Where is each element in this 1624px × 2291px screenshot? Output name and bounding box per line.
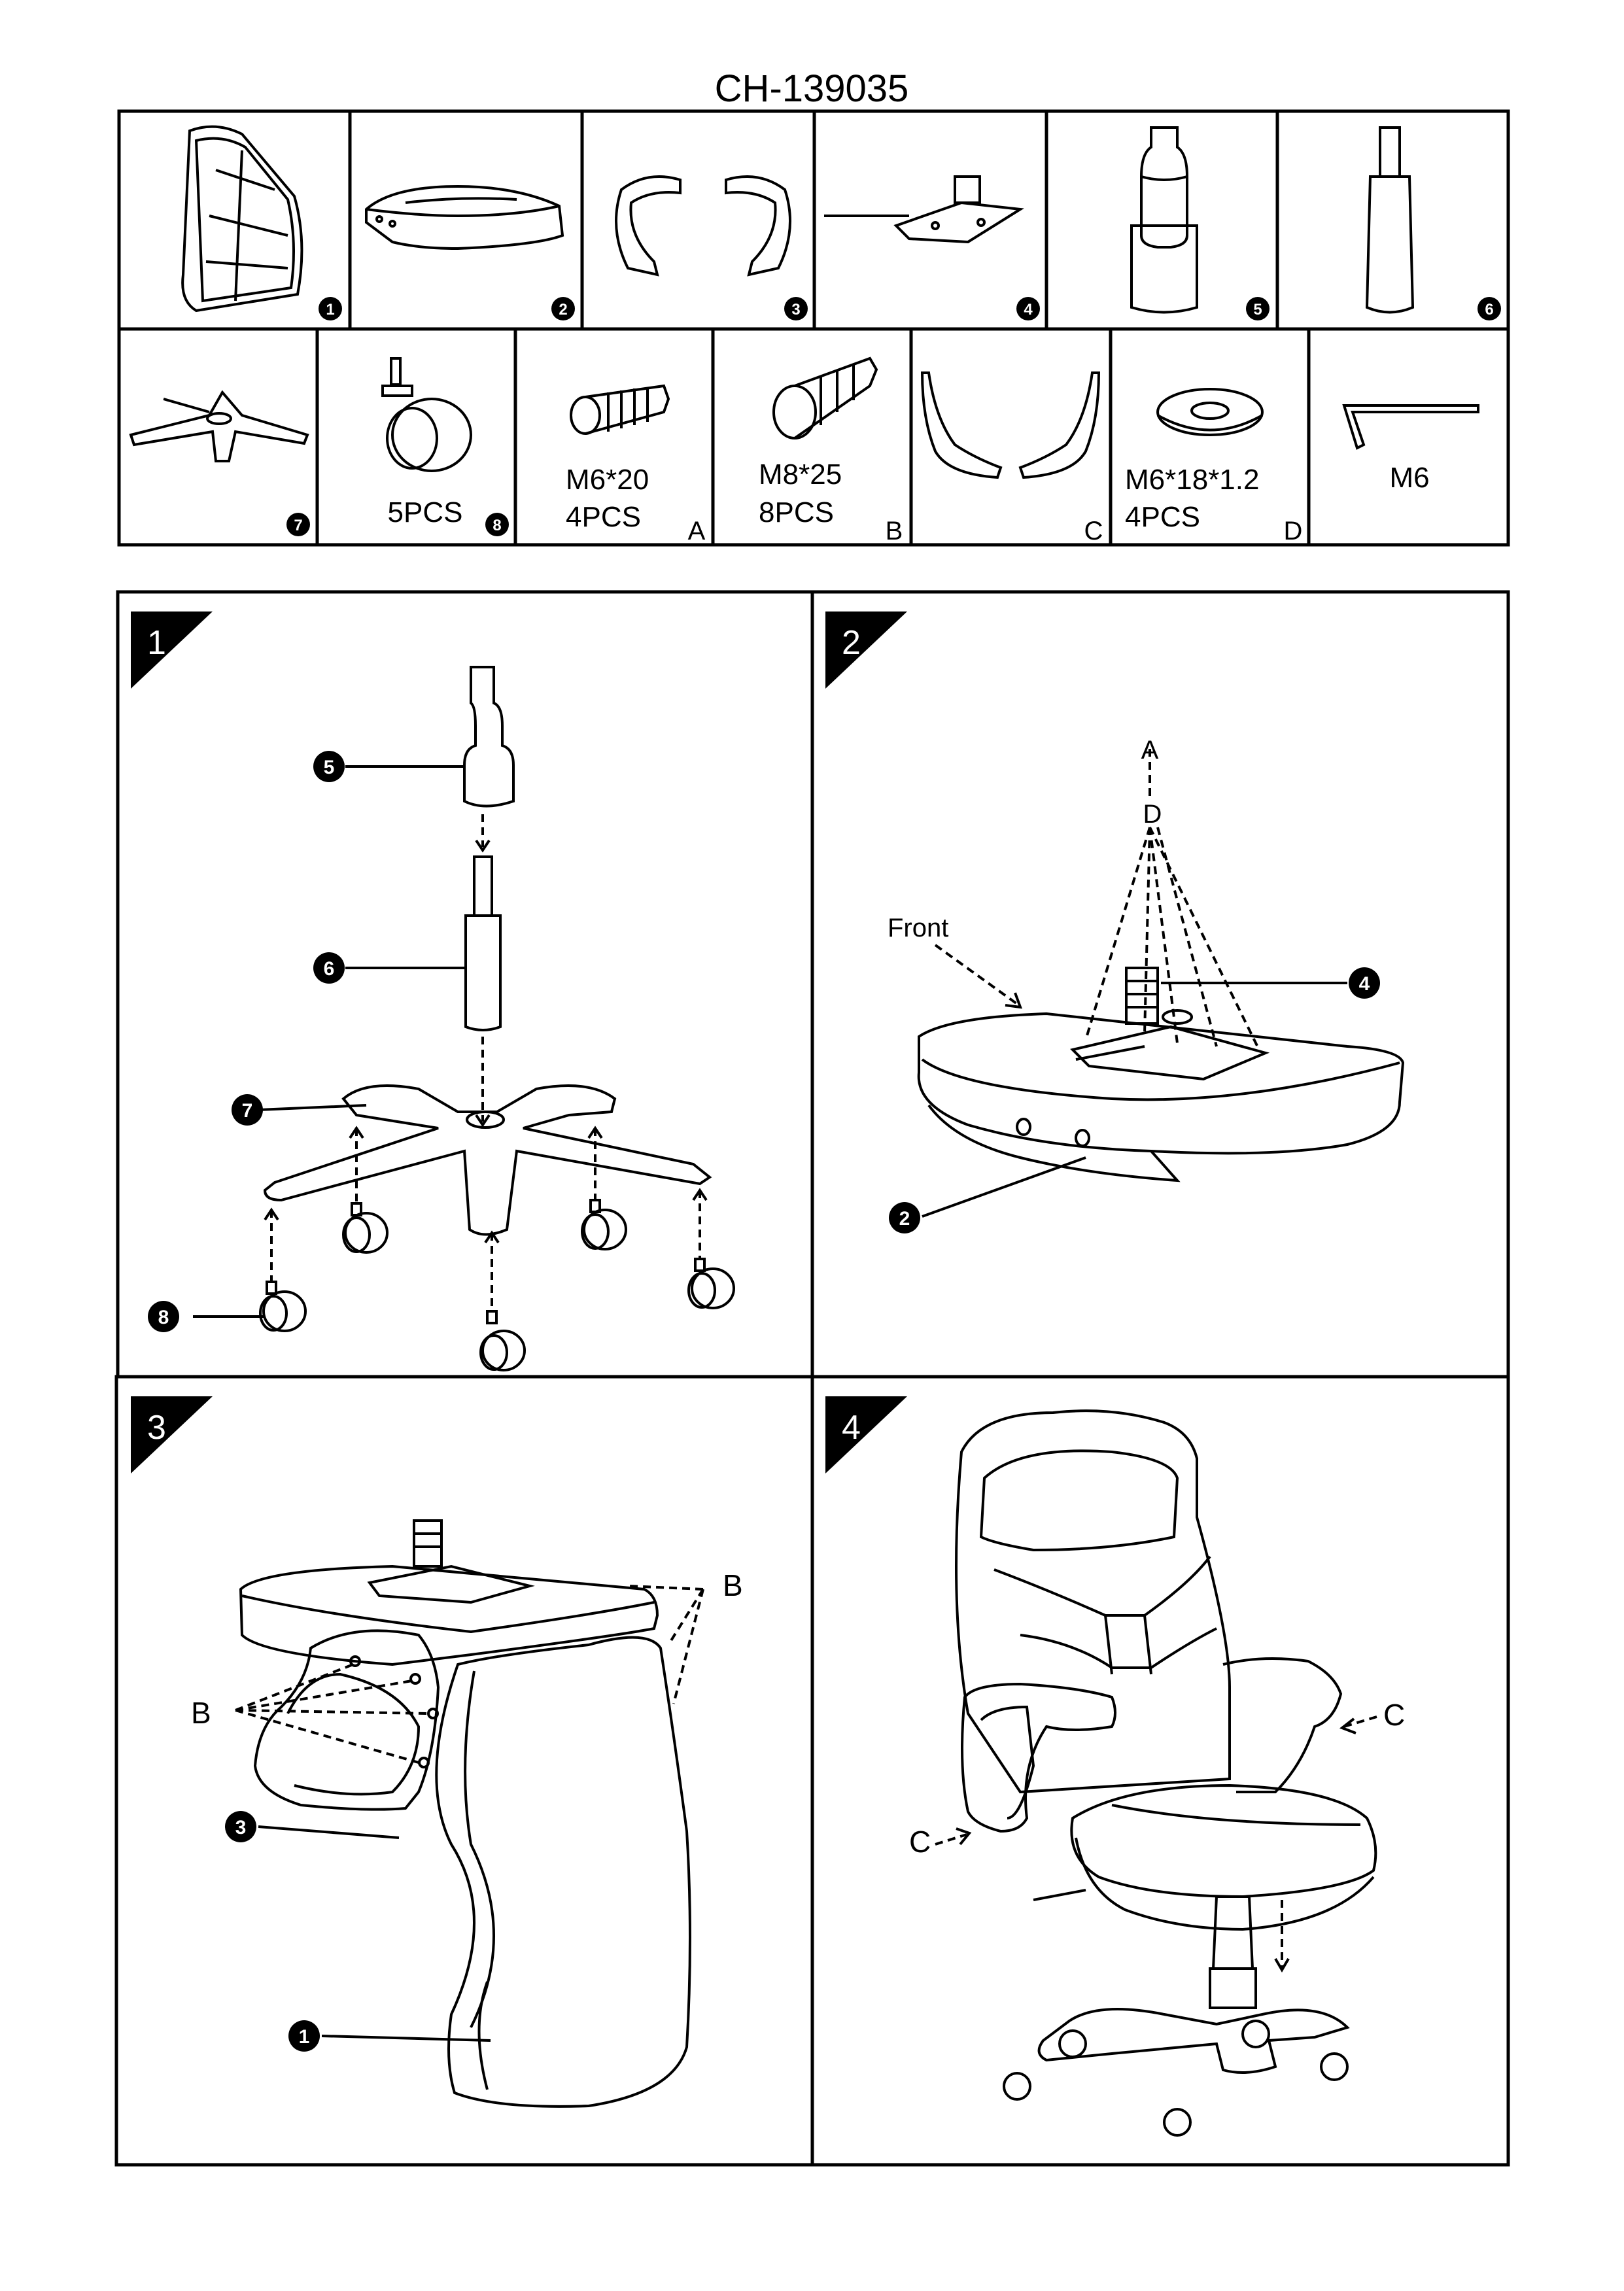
- part-drawing-caster: [383, 358, 471, 471]
- step-1-callout-7: 7: [241, 1100, 253, 1122]
- part-b-size: M8*25: [759, 458, 842, 491]
- part-drawing-washer: [1158, 389, 1262, 435]
- part-letter-c: C: [1084, 517, 1103, 545]
- part-badge-2: 2: [559, 301, 568, 319]
- part-b-qty: 8PCS: [759, 496, 834, 528]
- step-3-callout-1: 1: [298, 2026, 310, 2048]
- step-3-label-b-right: B: [723, 1568, 743, 1602]
- part-drawing-screw-a: [571, 386, 668, 434]
- part-d-qty: 4PCS: [1125, 501, 1200, 533]
- step-3-label-b-left: B: [191, 1696, 211, 1730]
- part-drawing-armrests: [616, 177, 790, 275]
- step-1-callout-badges: [148, 751, 345, 1332]
- part-badge-3: 3: [791, 301, 801, 319]
- step-1-drawing: [193, 667, 734, 1370]
- step-3-callout-badges: [225, 1811, 320, 2052]
- step-3-number: 3: [147, 1409, 166, 1447]
- step-2-label-d: D: [1143, 800, 1162, 829]
- part-badge-6: 6: [1485, 301, 1494, 319]
- part-drawing-backrest: [182, 127, 302, 311]
- part-a-size: M6*20: [566, 464, 649, 496]
- part-number-badges-row1: [319, 297, 1501, 320]
- step-4-label-c-left: C: [909, 1825, 931, 1859]
- step-1-callout-6: 6: [323, 958, 335, 980]
- step-4-number: 4: [842, 1409, 861, 1447]
- part-a-qty: 4PCS: [566, 501, 641, 533]
- part-8-qty: 5PCS: [387, 496, 463, 528]
- part-drawing-allen-key: [1344, 405, 1478, 448]
- part-drawing-gas-lift-cover: [1132, 128, 1197, 313]
- step-triangles: [131, 612, 907, 1473]
- part-d-size: M6*18*1.2: [1125, 464, 1260, 496]
- part-badge-5: 5: [1253, 301, 1262, 319]
- part-allen-key-size: M6: [1389, 462, 1430, 494]
- part-badge-1: 1: [326, 301, 335, 319]
- step-4-drawing: [935, 1411, 1377, 2135]
- part-badge-7: 7: [294, 517, 303, 534]
- part-drawing-mechanism: [824, 177, 1020, 242]
- step-1-callout-8: 8: [158, 1307, 169, 1328]
- part-drawing-screw-b: [774, 358, 876, 438]
- step-2-label-a: A: [1141, 736, 1159, 765]
- part-badge-4: 4: [1024, 301, 1033, 319]
- part-drawing-seat: [366, 186, 562, 249]
- part-letter-d: D: [1283, 517, 1303, 545]
- step-2-callout-2: 2: [899, 1208, 910, 1230]
- step-1-callout-5: 5: [323, 757, 335, 778]
- part-drawing-arm-covers: [922, 373, 1099, 477]
- part-drawing-gas-cylinder: [1367, 128, 1413, 313]
- part-letter-a: A: [687, 517, 706, 545]
- page-title: CH-139035: [714, 67, 909, 110]
- step-3-callout-3: 3: [235, 1817, 247, 1838]
- step-2-label-front: Front: [888, 914, 949, 942]
- step-2-callout-4: 4: [1358, 973, 1370, 995]
- step-4-label-c-right: C: [1383, 1698, 1406, 1732]
- part-letter-b: B: [885, 517, 903, 545]
- step-3-drawing: [235, 1521, 703, 2107]
- part-badge-8: 8: [492, 517, 502, 534]
- step-panels-grid: [116, 592, 1508, 2165]
- step-2-number: 2: [842, 624, 861, 662]
- step-1-number: 1: [147, 624, 166, 662]
- part-drawing-base: [131, 392, 307, 461]
